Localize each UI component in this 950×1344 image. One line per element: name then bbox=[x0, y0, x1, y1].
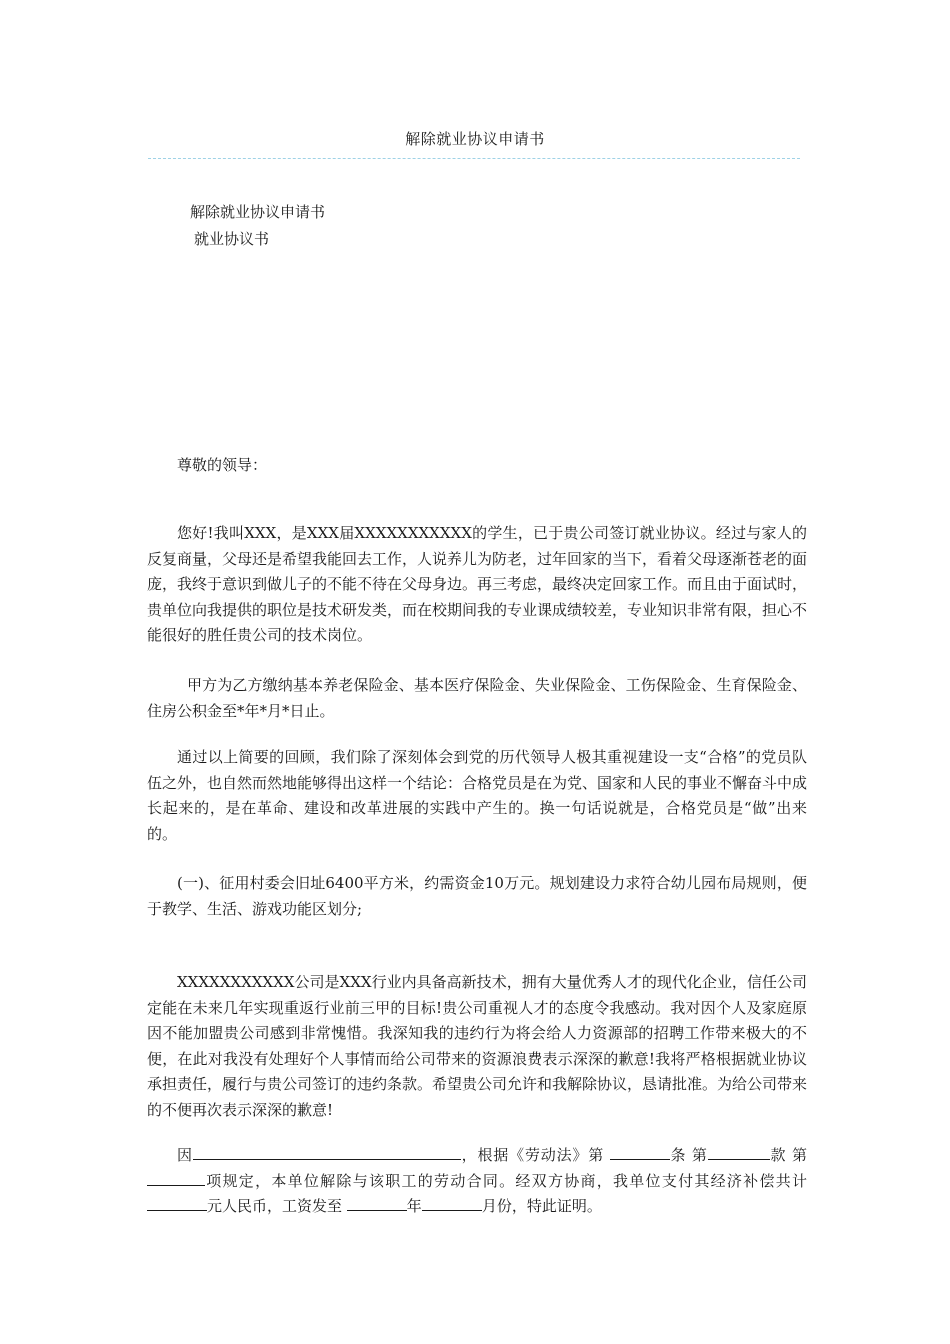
termination-text-3: 条 第 bbox=[669, 1146, 708, 1164]
termination-text-5: 项规定，本单位解除与该职工的劳动合同。经双方协商，我单位支付其经济补偿共计 bbox=[205, 1171, 807, 1190]
document-subtitle: 就业协议书 bbox=[194, 230, 270, 248]
header-dashed-rule bbox=[148, 158, 800, 159]
paragraph-contract-termination bbox=[147, 1143, 807, 1220]
termination-text-8: 月份，特此证明。 bbox=[481, 1197, 602, 1215]
termination-text-7: 年 bbox=[406, 1197, 422, 1215]
document-title: 解除就业协议申请书 bbox=[190, 203, 326, 221]
termination-text-1: 因 bbox=[177, 1146, 193, 1164]
blank-clause bbox=[708, 1144, 770, 1160]
blank-amount bbox=[147, 1195, 207, 1211]
paragraph-intro: 您好!我叫XXX，是XXX届XXXXXXXXXXX的学生，已于贵公司签订就业协议。经过与家人的反复商量，父母还是希望我能回去工作，人说养儿为防老，过年回家的当下，看着父母逐渐苍老的面庞，我终于意识到做儿子的不能不待在父母身边。再三考虑，最终决定回家工作。而且由于面试时，贵单位向我提供的职位是技术研发类，而在校期间我的专业课成绩较差，专业知识非常有限，担心不能很好的胜任贵公司的技术岗位。 bbox=[147, 524, 808, 644]
blank-reason bbox=[193, 1144, 461, 1160]
blank-item bbox=[147, 1170, 205, 1186]
termination-text-6: 元人民币，工资发至 bbox=[207, 1197, 343, 1215]
blank-article bbox=[610, 1144, 670, 1160]
blank-month bbox=[422, 1195, 482, 1211]
paragraph-land-requisition: (一)、征用村委会旧址6400平方米，约需资金10万元。规划建设力求符合幼儿园布局规则，便于教学、生活、游戏功能区划分; bbox=[147, 874, 807, 918]
blank-year bbox=[347, 1195, 407, 1211]
page-header-title: 解除就业协议申请书 bbox=[405, 130, 545, 148]
termination-text-2: ，根据《劳动法》第 bbox=[460, 1146, 605, 1164]
paragraph-party-members: 通过以上简要的回顾，我们除了深刻体会到党的历代领导人极其重视建设一支“合格”的党员队伍之外，也自然而然地能够得出这样一个结论：合格党员是在为党、国家和人民的事业不懈奋斗中成长起来的，是在革命、建设和改革进展的实践中产生的。换一句话说就是，合格党员是“做”出来的。 bbox=[147, 748, 808, 843]
termination-text-4: 款 第 bbox=[769, 1146, 807, 1164]
greeting: 尊敬的领导： bbox=[177, 456, 268, 474]
paragraph-insurance: 甲方为乙方缴纳基本养老保险金、基本医疗保险金、失业保险金、工伤保险金、生育保险金、住房公积金至*年*月*日止。 bbox=[147, 676, 807, 720]
paragraph-apology: XXXXXXXXXXX公司是XXX行业内具备高新技术，拥有大量优秀人才的现代化企业，信任公司定能在未来几年实现重返行业前三甲的目标!贵公司重视人才的态度令我感动。我对因个人及家庭原因不能加盟贵公司感到非常愧惜。我深知我的违约行为将会给人力资源部的招聘工作带来极大的不便，在此对我没有处理好个人事情而给公司带来的资源浪费表示深深的歉意!我将严格根据就业协议承担责任，履行与贵公司签订的违约条款。希望贵公司允许和我解除协议，恳请批准。为给公司带来的不便再次表示深深的歉意! bbox=[147, 973, 808, 1119]
